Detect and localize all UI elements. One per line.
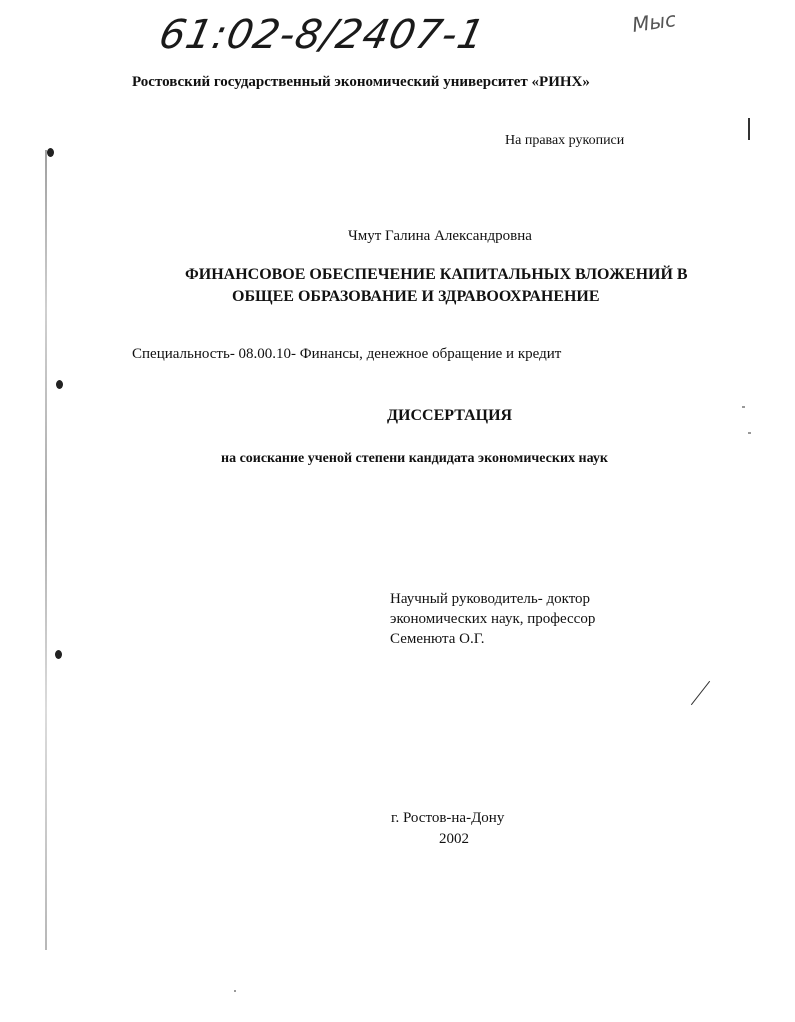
specialty-line: Специальность- 08.00.10- Финансы, денежное обращение и кредит [132, 346, 562, 362]
scan-speck [748, 432, 751, 434]
scan-speck [234, 990, 236, 992]
thesis-title-line-1: ФИНАНСОВОЕ ОБЕСПЕЧЕНИЕ КАПИТАЛЬНЫХ ВЛОЖЕНИЙ В [185, 266, 688, 283]
document-type-heading: ДИССЕРТАЦИЯ [387, 407, 513, 424]
university-name: Ростовский государственный экономический университет «РИНХ» [132, 74, 590, 90]
scan-dot [55, 650, 62, 659]
archive-code-handwritten: 61:02-8/2407-1 [155, 12, 490, 58]
scan-speck [742, 406, 745, 408]
degree-line: на соискание ученой степени кандидата экономических наук [221, 451, 608, 466]
author-name: Чмут Галина Александровна [348, 228, 532, 244]
advisor-line-1: Научный руководитель- доктор [390, 591, 591, 607]
thesis-title-line-2: ОБЩЕЕ ОБРАЗОВАНИЕ И ЗДРАВООХРАНЕНИЕ [232, 288, 600, 305]
scan-dot [56, 380, 63, 389]
scan-edge-line [45, 150, 47, 950]
advisor-line-2: экономических наук, профессор [390, 611, 596, 627]
advisor-line-3: Семенюта О.Г. [390, 631, 485, 647]
year-line: 2002 [439, 831, 469, 847]
manuscript-note: На правах рукописи [505, 133, 625, 148]
scan-dot [47, 148, 54, 157]
pen-slash-mark [691, 681, 710, 705]
advisor-block [390, 589, 595, 649]
scan-tick-mark [748, 118, 750, 140]
city-line: г. Ростов-на-Дону [391, 810, 505, 826]
corner-handwritten-mark: Мыс [630, 7, 678, 37]
